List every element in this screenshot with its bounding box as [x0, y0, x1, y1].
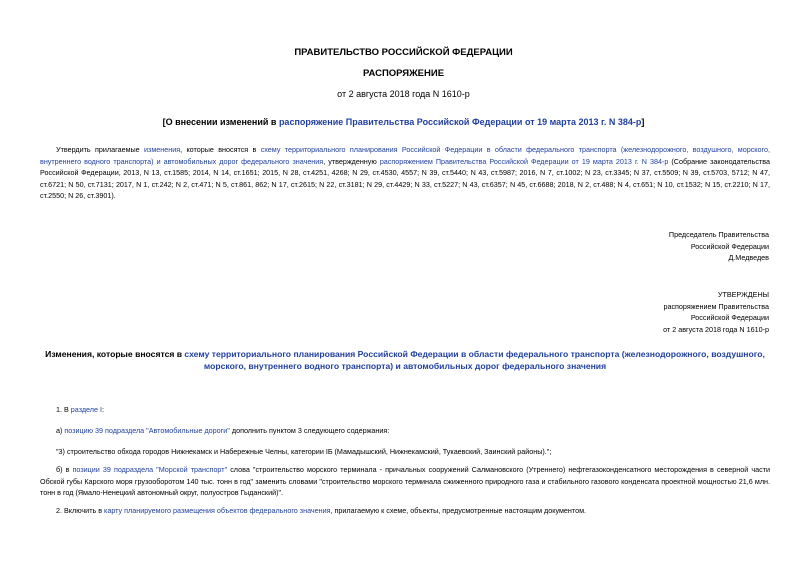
list-item: "3) строительство обхода городов Нижнекамск и Набережные Челны, категории IБ (Мамадышский, Нижнекамский, Тукаевский, Заинский районы)."; [56, 447, 552, 456]
signature-name: Д.Медведев [728, 253, 769, 263]
list-item [40, 464, 770, 499]
sea-transport-position-link[interactable]: позиции 39 подраздела "Морской транспорт" [72, 465, 228, 474]
approval-line-2: распоряжением Правительства [663, 301, 769, 311]
intro-text-1: Утвердить прилагаемые [56, 145, 145, 154]
item-text: а) [56, 426, 65, 435]
list-item [56, 404, 770, 416]
item-text: б) в [56, 465, 73, 474]
intro-paragraph [40, 144, 770, 202]
approval-block [663, 289, 769, 335]
item-text: дополнить пунктом 3 следующего содержания: [229, 426, 390, 435]
government-heading: ПРАВИТЕЛЬСТВО РОССИЙСКОЙ ФЕДЕРАЦИИ [294, 47, 513, 58]
list-item [56, 505, 770, 517]
document-date-number: от 2 августа 2018 года N 1610-р [337, 89, 470, 99]
order-384-link[interactable]: распоряжением Правительства Российской Федерации от 19 марта 2013 г. N 384-р [379, 156, 669, 166]
list-item [56, 425, 770, 437]
scheme-link[interactable]: схему территориального планирования Российской Федерации в области федерального транспорта (железнодорожного, воздушного, морского, внутреннего водного транспорта) и автомобильных дорог федерального значения [40, 145, 770, 166]
changes-title-prefix: Изменения, которые вносятся в [45, 349, 185, 359]
changes-title [40, 348, 770, 372]
signature-country: Российской Федерации [690, 241, 769, 251]
approval-heading: УТВЕРЖДЕНЫ [717, 290, 769, 299]
document-type-heading: РАСПОРЯЖЕНИЕ [362, 68, 445, 79]
item-text: 2. Включить в [56, 506, 105, 515]
item-text: слова "строительство морского терминала - причальных сооружений Салмановского (Утреннего) нефтегазоконденсатного месторождения в северной части Обской губы Карского моря грузооборотом 140 тыс. тонн в год" заменить словами "строительство морского терминала сжиженного природного газа и стабильного газового конденсата проектной мощностью 21,6 млн. тонн в год (Ямало-Ненецкий автономный округ, полуостров Гыданский)". [40, 465, 770, 498]
subject-link[interactable]: распоряжение Правительства Российской Федерации от 19 марта 2013 г. N 384-р [278, 117, 642, 127]
intro-text-2: , которые вносятся в [180, 145, 261, 154]
subject-suffix: ] [641, 117, 645, 127]
map-link[interactable]: карту планируемого размещения объектов федерального значения [104, 506, 331, 515]
section-1-link[interactable]: разделе I [70, 405, 102, 414]
intro-text-3: , утвержденную [323, 156, 380, 166]
signature-position: Председатель Правительства [668, 230, 769, 239]
approval-line-4: от 2 августа 2018 года N 1610-р [663, 324, 769, 334]
intro-text-4: (Собрание законодательства Российской Федерации, 2013, N 13, ст.1585; 2014, N 14, ст.1651; 2015, N 28, ст.4251, 4268; N 29, ст.4530, 4557; N 39, ст.5440; N 43, ст.5987; 2016, N 7, ст.1002; N 23, ст.3345; N 37, ст.5509; N 39, ст.5703, 5712; N 47, ст.6721; N 50, ст.7131; 2017, N 1, ст.242; N 2, ст.471; N 5, ст.861, 862; N 17, ст.2615; N 22, ст.3181; N 29, ст.4429; N 33, ст.5227; N 43, ст.6357; N 45, ст.6688; 2018, N 2, ст.488; N 4, ст.651; N 10, ст.1532; N 15, ст.2210; N 17, ст.2550; N 26, ст.3901). [40, 156, 770, 201]
changes-link[interactable]: изменения [144, 145, 181, 154]
document-subject [0, 117, 807, 127]
subject-prefix: [О внесении изменений в [162, 117, 279, 127]
item-text: : [102, 405, 104, 414]
item-text: 1. В [56, 405, 71, 414]
item-text: , прилагаемую к схеме, объекты, предусмотренные настоящим документом. [330, 506, 587, 515]
changes-title-link[interactable]: схему территориального планирования Российской Федерации в области федерального транспорта (железнодорожного, воздушного, морского, внутреннего водного транспорта) и автомобильных дорог федерального значения [184, 349, 765, 372]
roads-position-link[interactable]: позицию 39 подраздела "Автомобильные дороги" [64, 426, 230, 435]
approval-line-3: Российской Федерации [690, 313, 769, 323]
signature-block [669, 229, 769, 264]
